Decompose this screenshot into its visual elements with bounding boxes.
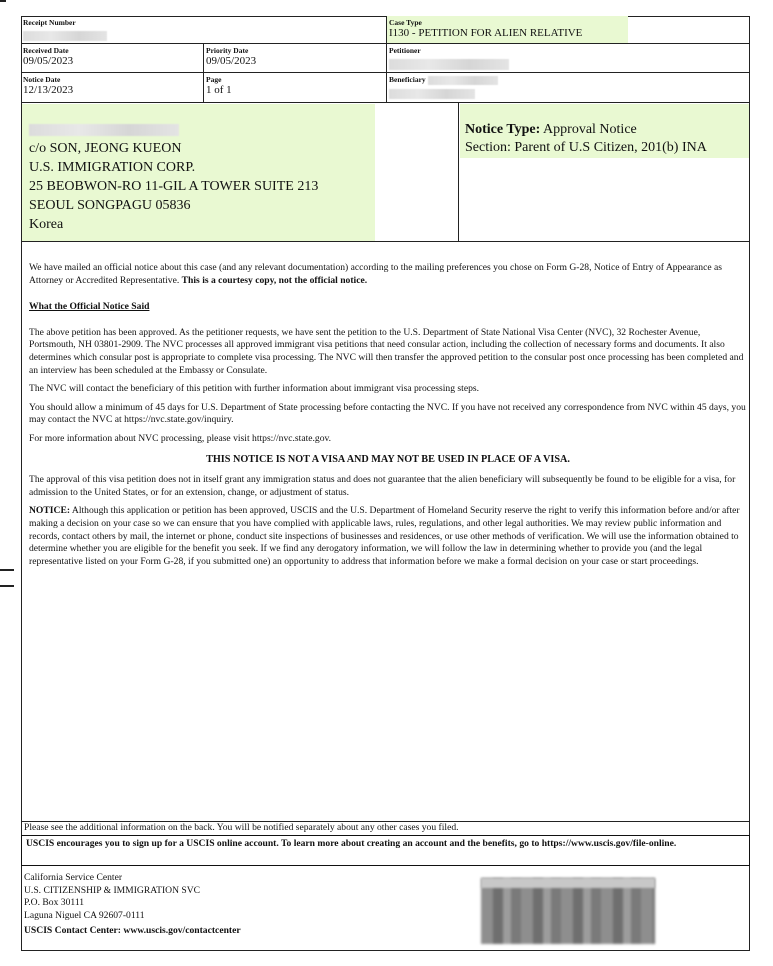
body-paragraph: We have mailed an official notice about this case (and any relevant documentation) according to the mailing preferences you chose on Form G-28, Notice of Entry of Appearance as Attorney or Accredited Representative. This is a courtesy copy, not the official notice. <box>29 262 723 286</box>
redacted-petitioner <box>389 59 509 70</box>
mailing-address <box>29 120 318 234</box>
additional-info: Please see the additional information on the back. You will be notified separately about any other cases you filed. <box>24 822 459 833</box>
address-line1: c/o SON, JEONG KUEON <box>29 141 182 156</box>
office-line3: P.O. Box 30111 <box>24 897 85 908</box>
case-type-rest <box>628 16 750 44</box>
received-date-value: 09/05/2023 <box>23 55 74 67</box>
priority-date-value: 09/05/2023 <box>206 55 257 67</box>
body-paragraph: NOTICE: Although this application or petition has been approved, USCIS and the U.S. Department of Homeland Security reserve the right to verify this information before and/or after making a decision on your case so we can ensure that you have complied with applicable laws, rules, regulations, and other legal authorities. We may review public information and records, contact others by mail, the internet or phone, conduct site inspections of businesses and residences, or use other methods of verification. We will use the information obtained to determine whether you are eligible for the benefit you seek. If we find any derogatory information, we will follow the law in determining whether to provide you (and the legal representative listed on your Form G-28, if you submitted one) an opportunity to address that information before we make a formal decision on your case or start proceedings. <box>29 505 740 567</box>
body-paragraph: The above petition has been approved. As the petitioner requests, we have sent the petition to the U.S. Department of State National Visa Center (NVC), 32 Rochester Avenue, Portsmouth, NH 03801-2909. The NVC processes all approved immigrant visa petitions that need consular action, including the collection of necessary forms and documents. It also determines which consular post is appropriate to complete visa processing. The NVC will then transfer the approved petition to the consular post once processing has been completed and an interview has been scheduled at the Embassy or Consulate. <box>29 326 744 376</box>
received-date-cell <box>21 44 204 73</box>
online-account-box: USCIS encourages you to sign up for a USCIS online account. To learn more about creating an account and the benefits, go to https://www.uscis.gov/file-online. <box>21 835 750 866</box>
redacted-addressee <box>29 124 179 136</box>
beneficiary-cell <box>387 73 750 103</box>
notice-type-label: Notice Type: <box>465 122 541 137</box>
section-title: What the Official Notice Said <box>29 301 150 313</box>
notice-bold-label: NOTICE: <box>29 505 71 517</box>
case-type-label: Case Type <box>389 18 422 27</box>
body-paragraph: The approval of this visa petition does not in itself grant any immigration status and does not guarantee that the alien beneficiary will subsequently be found to be eligible for a visa, for admission to the United States, or for an extension, change, or adjustment of status. <box>29 474 736 498</box>
not-a-visa-warning: THIS NOTICE IS NOT A VISA AND MAY NOT BE USED IN PLACE OF A VISA. <box>206 453 570 465</box>
redacted-beneficiary-line2 <box>389 89 475 99</box>
edge-mark <box>0 0 6 2</box>
redacted-barcode-top <box>481 878 655 888</box>
redacted-receipt-number <box>23 31 107 41</box>
edge-mark <box>0 569 14 571</box>
office-line4: Laguna Niguel CA 92607-0111 <box>24 909 145 921</box>
priority-date-label: Priority Date <box>206 46 249 55</box>
petitioner-label: Petitioner <box>389 46 421 55</box>
receipt-number-cell <box>21 16 387 44</box>
priority-date-cell <box>204 44 387 73</box>
notice-date-label: Notice Date <box>23 75 61 84</box>
received-date-label: Received Date <box>23 46 69 55</box>
office-line2: U.S. CITIZENSHIP & IMMIGRATION SVC <box>24 884 201 896</box>
body-paragraph: The NVC will contact the beneficiary of this petition with further information about immigrant visa processing steps. <box>29 383 480 395</box>
address-line2: U.S. IMMIGRATION CORP. <box>29 160 196 175</box>
page-cell <box>204 73 387 103</box>
notice-type-value: Approval Notice <box>543 122 637 137</box>
case-type-cell <box>387 16 628 44</box>
page-value: 1 of 1 <box>206 84 232 96</box>
notice-type-block <box>465 121 707 157</box>
contact-center: USCIS Contact Center: www.uscis.gov/contactcenter <box>24 925 241 936</box>
service-center-address <box>24 872 241 938</box>
notice-section: Section: Parent of U.S Citizen, 201(b) INA <box>465 140 707 155</box>
office-line1: California Service Center <box>24 872 123 883</box>
address-line5: Korea <box>29 217 64 232</box>
receipt-number-label: Receipt Number <box>23 18 76 27</box>
redacted-beneficiary <box>428 76 498 85</box>
body-paragraph: For more information about NVC processing, please visit https://nvc.state.gov. <box>29 432 332 444</box>
page-label: Page <box>206 75 222 84</box>
notice-body <box>29 262 747 574</box>
case-type-value: I130 - PETITION FOR ALIEN RELATIVE <box>389 27 583 39</box>
body-paragraph: You should allow a minimum of 45 days for U.S. Department of State processing before contacting the NVC. If you have not received any correspondence from NVC within 45 days, you may contact the NVC at https://nvc.state.gov/inquiry. <box>29 401 746 426</box>
courtesy-copy-note: This is a courtesy copy, not the official notice. <box>181 274 368 286</box>
address-line3: 25 BEOBWON-RO 11-GIL A TOWER SUITE 213 <box>29 179 319 194</box>
beneficiary-label: Beneficiary <box>387 73 750 85</box>
notice-date-cell <box>21 73 204 103</box>
address-line4: SEOUL SONGPAGU 05836 <box>29 198 191 213</box>
edge-mark <box>0 585 14 587</box>
notice-date-value: 12/13/2023 <box>23 84 74 96</box>
petitioner-cell <box>387 44 750 73</box>
